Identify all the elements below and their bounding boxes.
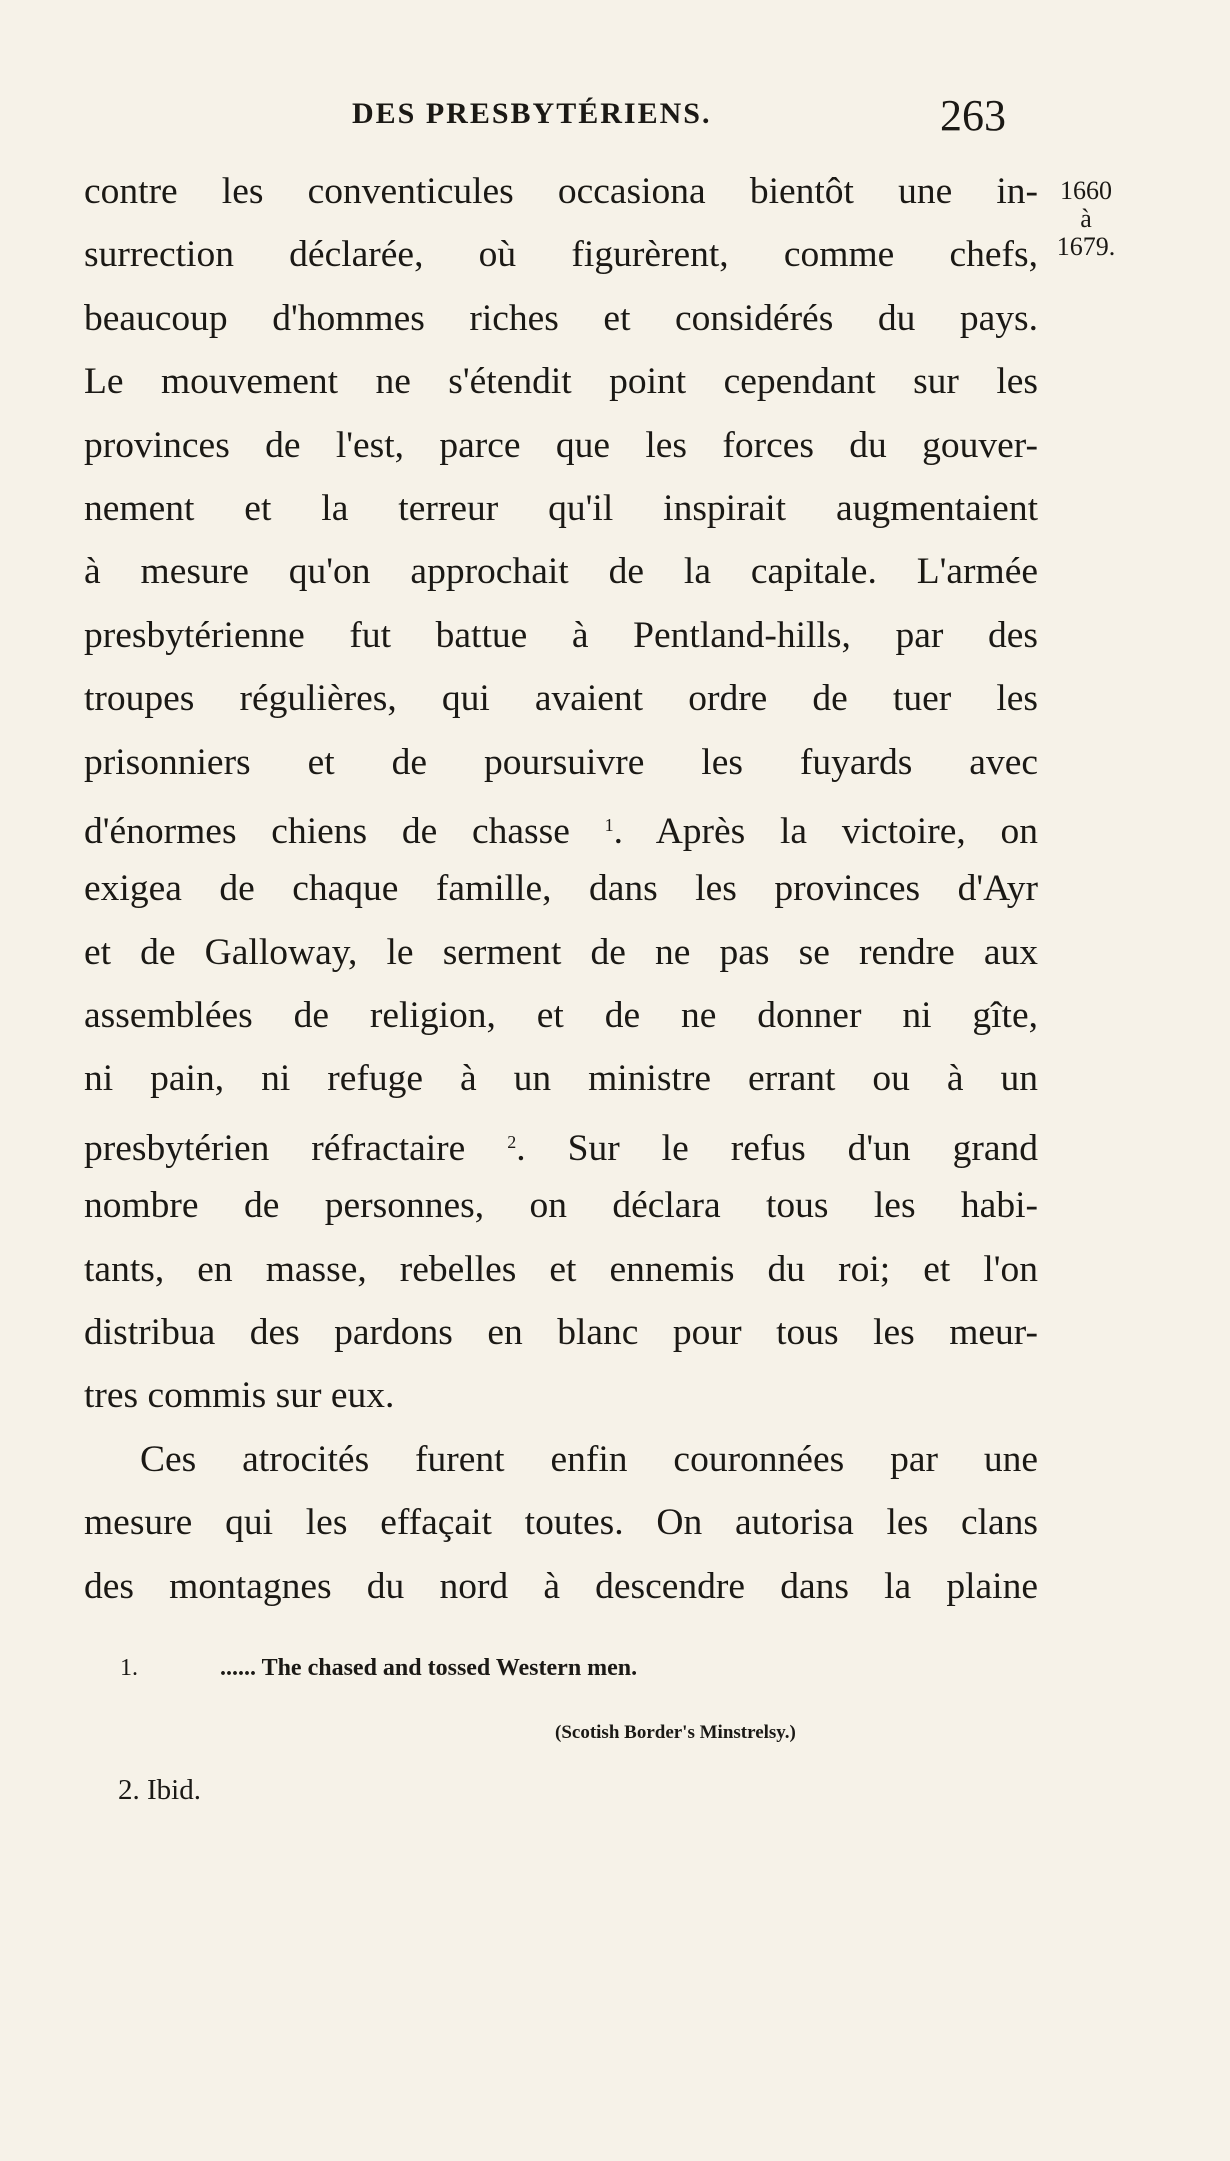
text-line: ni pain, ni refuge à un ministre errant ou à un xyxy=(84,1058,1038,1100)
text-line: troupes régulières, qui avaient ordre de tuer les xyxy=(84,678,1038,720)
text-line: et de Galloway, le serment de ne pas se rendre aux xyxy=(84,931,1038,973)
text-line: distribua des pardons en blanc pour tous les meur- xyxy=(84,1312,1038,1354)
footnote-1-source: (Scotish Border's Minstrelsy.) xyxy=(555,1722,796,1743)
footnote-1 xyxy=(120,1655,637,1682)
text-line: prisonniers et de poursuivre les fuyards avec xyxy=(84,741,1038,783)
text-line: Ces atrocités furent enfin couronnées par une xyxy=(140,1438,1038,1480)
margin-date-range xyxy=(1046,177,1126,261)
text-line-with-note xyxy=(84,1111,1038,1174)
margin-date-end: 1679. xyxy=(1056,232,1116,261)
footnote-2 xyxy=(118,1774,201,1807)
text-segment: presbytérien réfractaire xyxy=(84,1127,508,1169)
text-line: tres commis sur eux. xyxy=(84,1375,395,1417)
text-segment: . Sur le refus d'un grand xyxy=(516,1127,1038,1169)
text-line: nement et la terreur qu'il inspirait augmentaient xyxy=(84,487,1038,529)
text-line: provinces de l'est, parce que les forces du gouver- xyxy=(84,424,1038,466)
text-line: contre les conventicules occasiona bientôt une in- xyxy=(84,171,1038,212)
text-segment: d'énormes chiens de chasse xyxy=(84,810,605,852)
page-number: 263 xyxy=(940,91,1006,140)
text-line: tants, en masse, rebelles et ennemis du roi; et l'on xyxy=(84,1248,1038,1290)
text-line: mesure qui les effaçait toutes. On autorisa les clans xyxy=(84,1502,1038,1544)
footnote-ref-2: 2 xyxy=(507,1131,517,1152)
footnote-2-number: 2. xyxy=(118,1774,140,1806)
body-text xyxy=(84,160,1038,1618)
margin-date-start: 1660 xyxy=(1060,176,1112,205)
text-line: assemblées de religion, et de ne donner ni gîte, xyxy=(84,995,1038,1037)
text-line-with-note xyxy=(84,794,1038,857)
footnote-1-text: ...... The chased and tossed Western men. xyxy=(220,1655,638,1681)
text-line: à mesure qu'on approchait de la capitale. L'armée xyxy=(84,551,1038,593)
footnote-ref-1: 1 xyxy=(604,814,614,835)
text-line: exigea de chaque famille, dans les provinces d'Ayr xyxy=(84,868,1038,910)
text-line: Le mouvement ne s'étendit point cependant sur les xyxy=(84,361,1038,403)
running-head: DES PRESBYTÉRIENS. xyxy=(352,97,712,130)
text-segment: . Après la victoire, on xyxy=(613,810,1038,852)
text-line: presbytérienne fut battue à Pentland-hills, par des xyxy=(84,614,1038,656)
text-line: surrection déclarée, où figurèrent, comme chefs, xyxy=(84,234,1038,276)
footnote-1-number: 1. xyxy=(120,1655,138,1681)
text-line: nombre de personnes, on déclara tous les habi- xyxy=(84,1185,1038,1227)
margin-date-middle: à xyxy=(1080,204,1092,233)
text-line: des montagnes du nord à descendre dans la plaine xyxy=(84,1565,1038,1607)
footnote-2-text: Ibid. xyxy=(147,1774,201,1806)
text-line: beaucoup d'hommes riches et considérés du pays. xyxy=(84,297,1038,339)
